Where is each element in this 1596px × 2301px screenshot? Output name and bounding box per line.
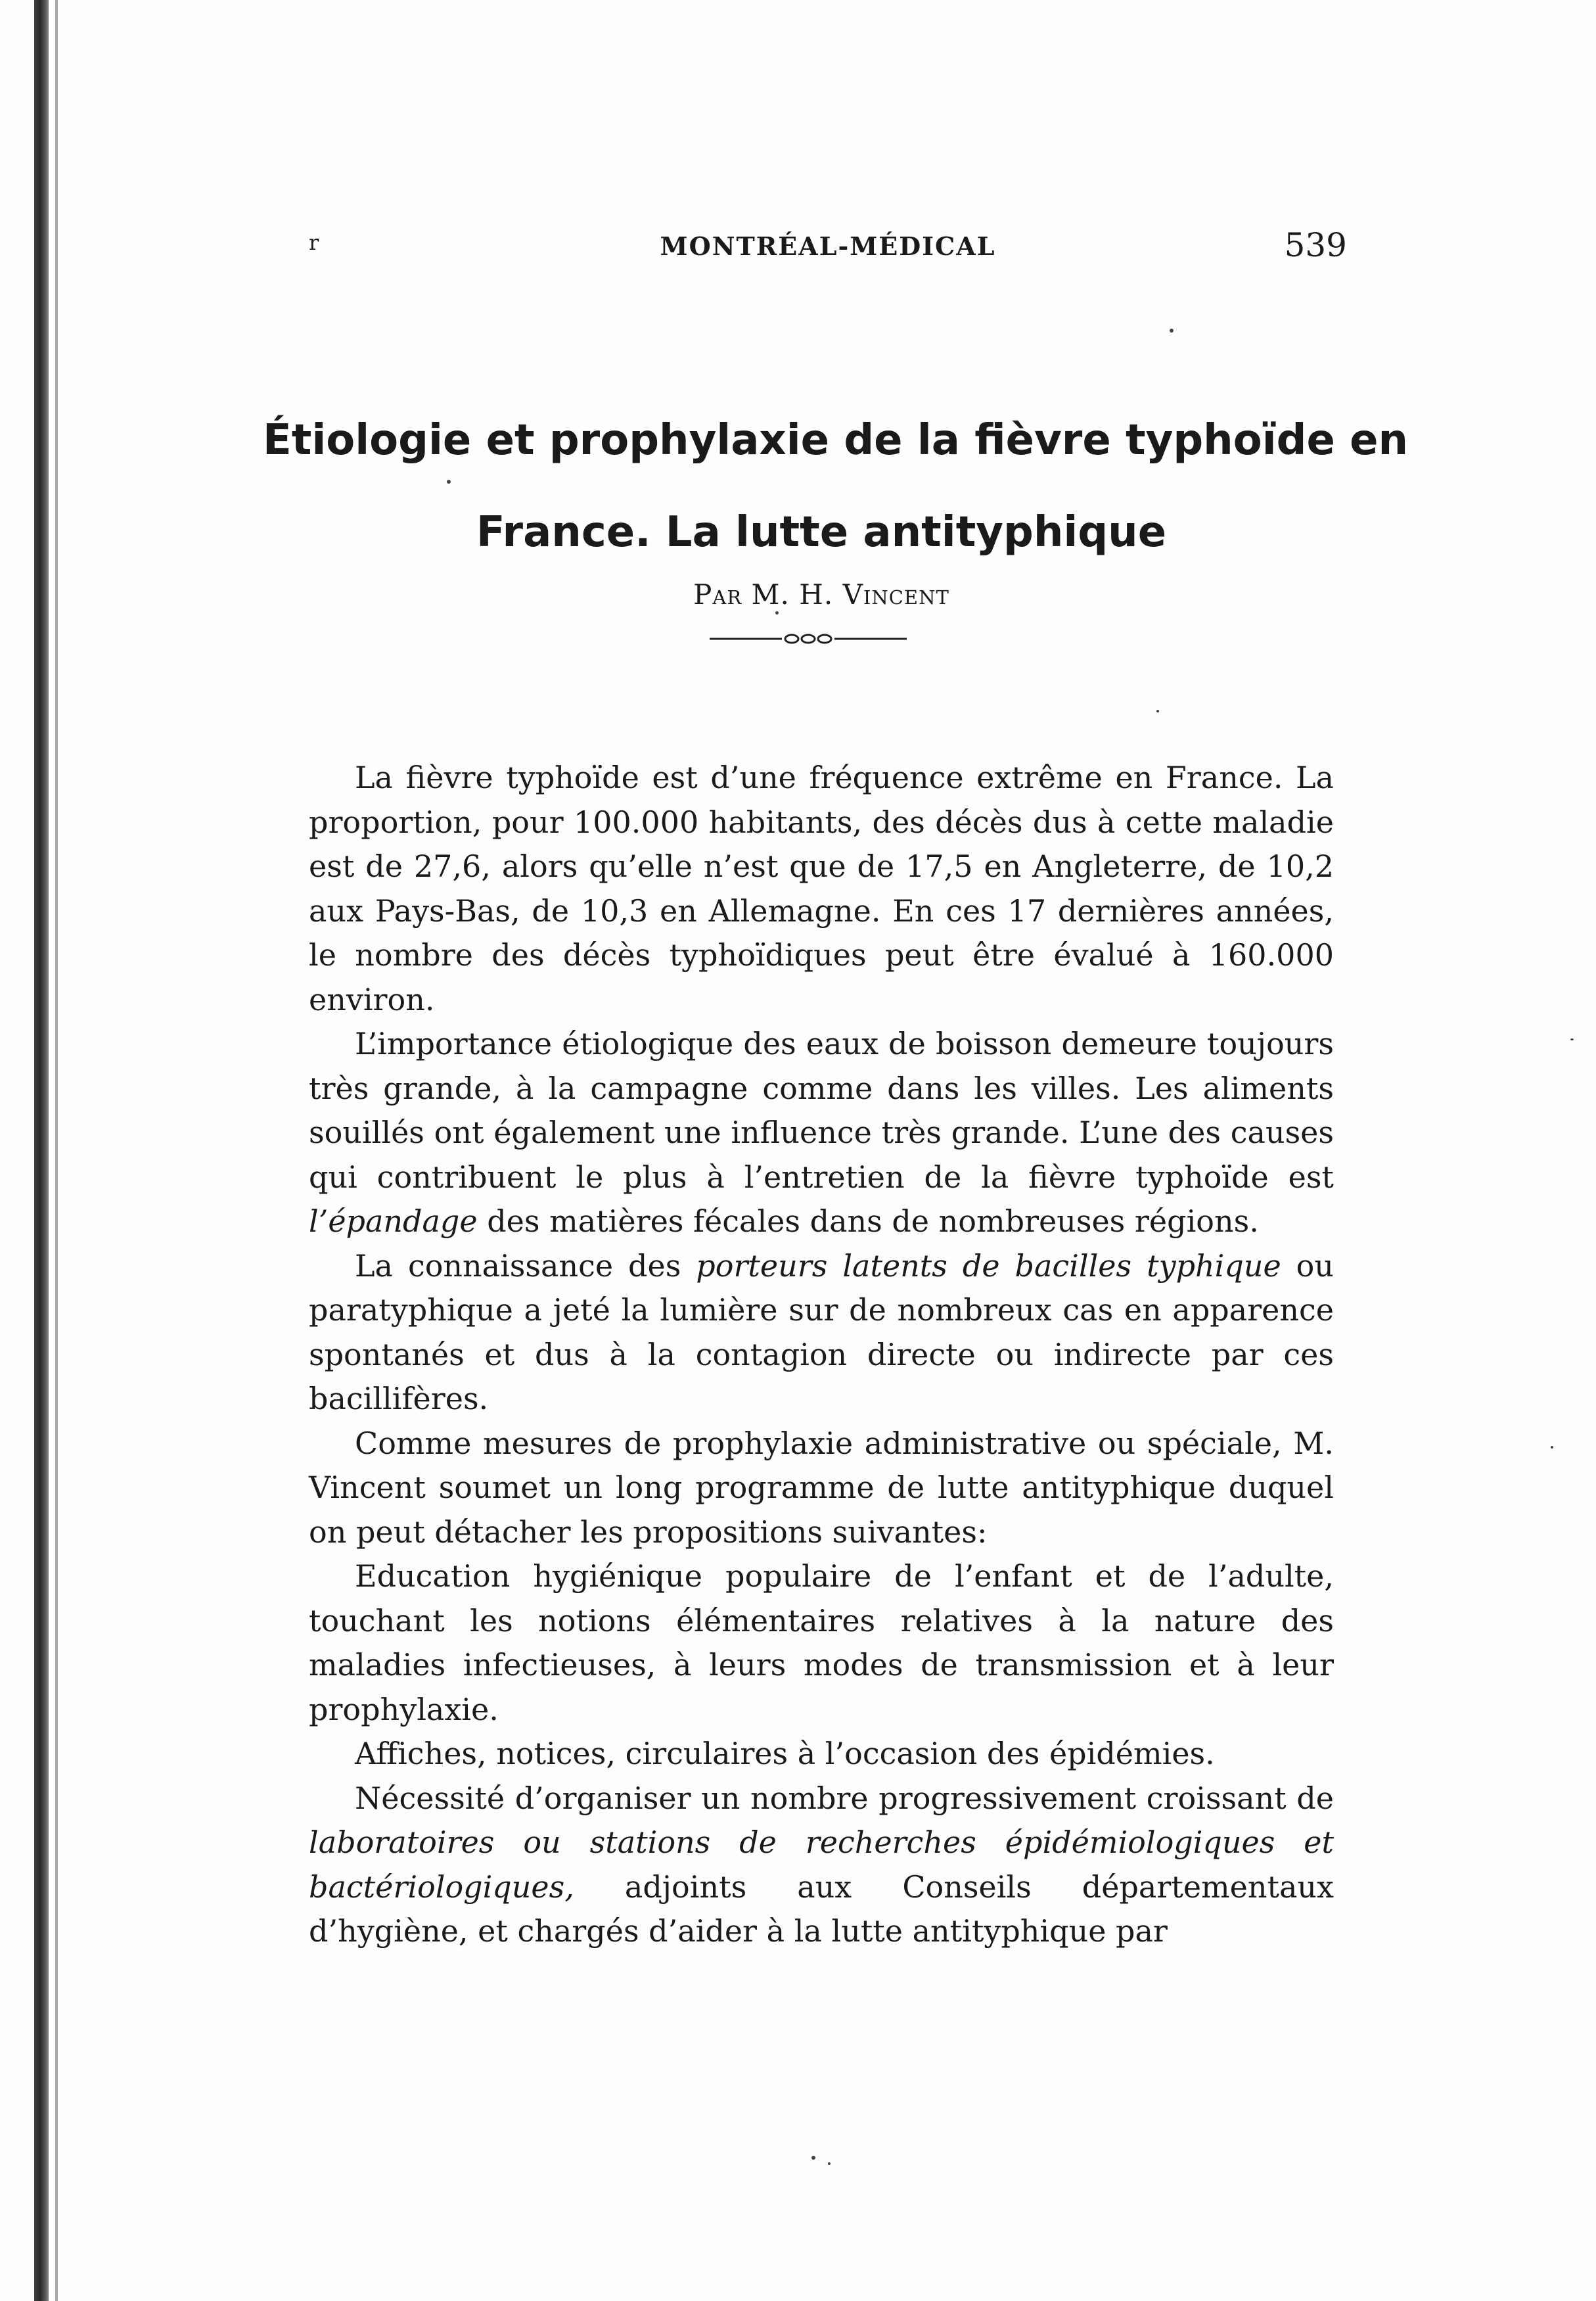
running-title: MONTRÉAL-MÉDICAL <box>660 231 996 261</box>
decorative-rule-ornament <box>710 631 907 647</box>
article-byline: Par M. H. Vincent <box>693 578 949 611</box>
page-number: 539 <box>1284 226 1347 264</box>
article-title-block <box>263 394 1409 611</box>
scan-speck <box>811 2156 815 2160</box>
article-body <box>309 756 1334 1954</box>
book-binding-shadow <box>55 0 58 2301</box>
paragraph-2-text-end: des matières fécales dans de nombreuses régions. <box>477 1203 1259 1239</box>
paragraph-7-emphasis: laboratoires ou stations de recherches épidémiologiques et bactériologiques, <box>309 1825 1334 1905</box>
paragraph-4 <box>309 1422 1334 1555</box>
paragraph-2 <box>309 1022 1334 1244</box>
paragraph-7-text-start: Nécessité d’organiser un nombre progressivement croissant de <box>355 1780 1334 1816</box>
paragraph-2-emphasis: l’épandage <box>309 1203 478 1239</box>
header-tick-mark: r <box>309 230 319 255</box>
article-title-line-2: France. La lutte antityphique <box>476 508 1167 557</box>
paragraph-6-text: Affiches, notices, circulaires à l’occasion des épidémies. <box>355 1736 1215 1771</box>
scan-speck <box>447 480 451 484</box>
running-header <box>309 223 1347 276</box>
paragraph-1 <box>309 756 1334 1022</box>
scan-speck <box>775 611 779 615</box>
paragraph-4-text: Comme mesures de prophylaxie administrative ou spéciale, M. Vincent soumet un long programme de lutte antityphique duquel on peut détacher les propositions suivantes: <box>309 1425 1334 1550</box>
paragraph-2-text-start: L’importance étiologique des eaux de boisson demeure toujours très grande, à la campagne comme dans les villes. Les aliments souillés ont également une influence très grande. L’une des causes qui contribuent le plus à l’entretien de la fièvre typhoïde est <box>309 1026 1334 1195</box>
paragraph-5-text: Education hygiénique populaire de l’enfant et de l’adulte, touchant les notions élémentaires relatives à la nature des maladies infectieuses, à leurs modes de transmission et à leur prophylaxie. <box>309 1558 1334 1727</box>
scan-speck <box>1156 710 1159 712</box>
scan-speck <box>1551 1446 1553 1449</box>
paragraph-7 <box>309 1777 1334 1954</box>
article-title-line-1: Étiologie et prophylaxie de la fièvre typhoïde en <box>263 416 1409 465</box>
scan-speck <box>1570 1038 1574 1040</box>
scan-speck <box>1170 329 1174 333</box>
paragraph-1-text: La fièvre typhoïde est d’une fréquence extrême en France. La proportion, pour 100.000 habitants, des décès dus à cette maladie est de 27,6, alors qu’elle n’est que de 17,5 en Angleterre, de 10,2 aux Pays-Bas, de 10,3 en Allemagne. En ces 17 dernières années, le nombre des décès typhoïdiques peut être évalué à 160.000 environ. <box>309 760 1334 1017</box>
paragraph-5 <box>309 1554 1334 1732</box>
paragraph-7-text-end: adjoints aux Conseils départementaux d’hygiène, et chargés d’aider à la lutte antityphique par <box>309 1869 1334 1949</box>
scan-speck <box>828 2162 831 2165</box>
paragraph-3-emphasis: porteurs latents de bacilles typhique <box>696 1247 1281 1284</box>
paragraph-3-text-end: ou paratyphique a jeté la lumière sur de nombreux cas en apparence spontanés et dus à la contagion directe ou indirecte par ces bacillifères. <box>309 1247 1334 1416</box>
paragraph-6 <box>309 1732 1334 1777</box>
paragraph-3-text-start: La connaissance des <box>355 1247 696 1284</box>
book-binding-edge <box>34 0 49 2301</box>
paragraph-3 <box>309 1244 1334 1422</box>
